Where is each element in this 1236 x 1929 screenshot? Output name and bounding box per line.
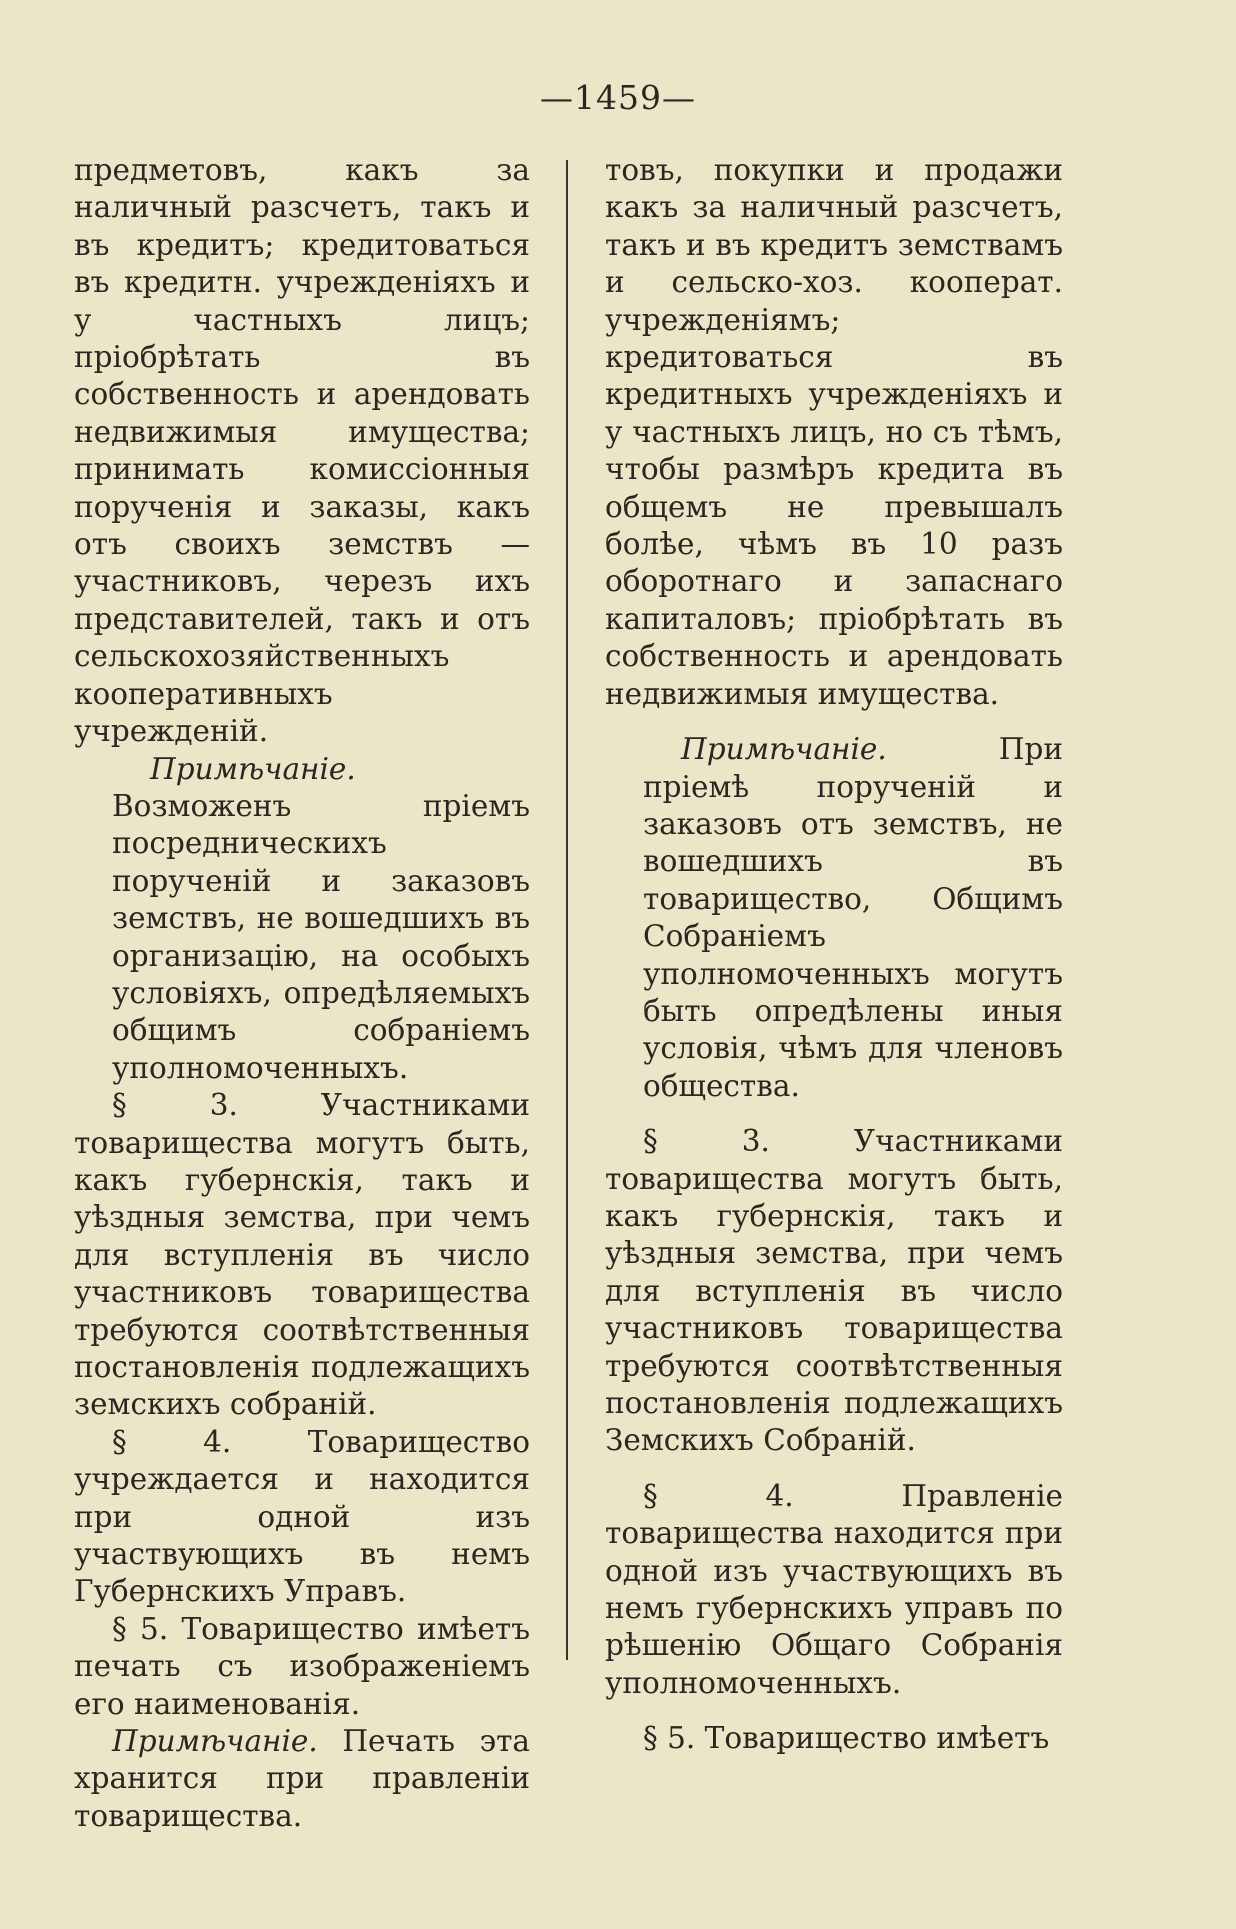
column-divider	[566, 160, 568, 1660]
right-paragraph-1: товъ, покупки и продажи какъ за наличный разсчетъ, такъ и въ кредитъ земствамъ и сельско-хоз. кооперат. учрежденіямъ; кредитоваться въ кредитныхъ учрежденіяхъ и у частныхъ лицъ, но съ тѣмъ, чтобы размѣръ кредита въ общемъ не превышалъ болѣе, чѣмъ въ 10 разъ оборотнаго и запаснаго капиталовъ; пріобрѣтать въ собственность и арендовать недвижимыя имущества.	[605, 153, 1063, 711]
left-note-2	[74, 1723, 530, 1835]
left-section-4: § 4. Товарищество учреждается и находится при одной изъ участвующихъ въ немъ Губернскихъ Управъ.	[74, 1424, 530, 1609]
left-note-2-text: Печать эта хранится при правленіи товарищества.	[74, 1724, 530, 1833]
right-column	[605, 152, 1063, 1758]
right-note-1-label: Примѣчаніе.	[681, 732, 887, 767]
left-section-5: § 5. Товарищество имѣетъ печать съ изображеніемъ его наименованія.	[74, 1611, 530, 1721]
right-note-1-text: При пріемѣ порученій и заказовъ отъ земствъ, не вошедшихъ въ товарищество, Общимъ Собраніемъ уполномоченныхъ могутъ быть опредѣлены иныя условія, чѣмъ для членовъ общества.	[643, 732, 1063, 1103]
left-note-2-label: Примѣчаніе.	[112, 1724, 318, 1759]
left-note-1-label: Примѣчаніе.	[150, 751, 356, 786]
right-note-1	[605, 731, 1063, 1105]
left-note-1	[74, 751, 530, 1088]
right-section-3: § 3. Участниками товарищества могутъ быть, какъ губернскія, такъ и уѣздныя земства, при чемъ для вступленія въ число участниковъ товарищества требуются соотвѣтственныя постановленія подлежащихъ Земскихъ Собраній.	[605, 1124, 1063, 1458]
left-column	[74, 152, 530, 1835]
left-note-1-text: Возможенъ пріемъ посредническихъ порученій и заказовъ земствъ, не вошедшихъ въ организацію, на особыхъ условіяхъ, опредѣляемыхъ общимъ собраніемъ уполномоченныхъ.	[112, 788, 530, 1085]
left-paragraph-1: предметовъ, какъ за наличный разсчетъ, такъ и въ кредитъ; кредитоваться въ кредитн. учрежденіяхъ и у частныхъ лицъ; пріобрѣтать въ собственность и арендовать недвижимыя имущества; принимать комиссіонныя порученія и заказы, какъ отъ своихъ земствъ — участниковъ, черезъ ихъ представителей, такъ и отъ сельскохозяйственныхъ кооперативныхъ учрежденій.	[74, 153, 530, 749]
page-number: —1459—	[540, 78, 696, 117]
right-section-4: § 4. Правленіе товарищества находится при одной изъ участвующихъ въ немъ губернскихъ управъ по рѣшенію Общаго Собранія уполномоченныхъ.	[605, 1478, 1063, 1700]
right-section-5: § 5. Товарищество имѣетъ	[643, 1721, 1050, 1756]
left-section-3: § 3. Участниками товарищества могутъ быть, какъ губернскія, такъ и уѣздныя земства, при чемъ для вступленія въ число участниковъ товарищества требуются соотвѣтственныя постановленія подлежащихъ земскихъ собраній.	[74, 1088, 530, 1422]
